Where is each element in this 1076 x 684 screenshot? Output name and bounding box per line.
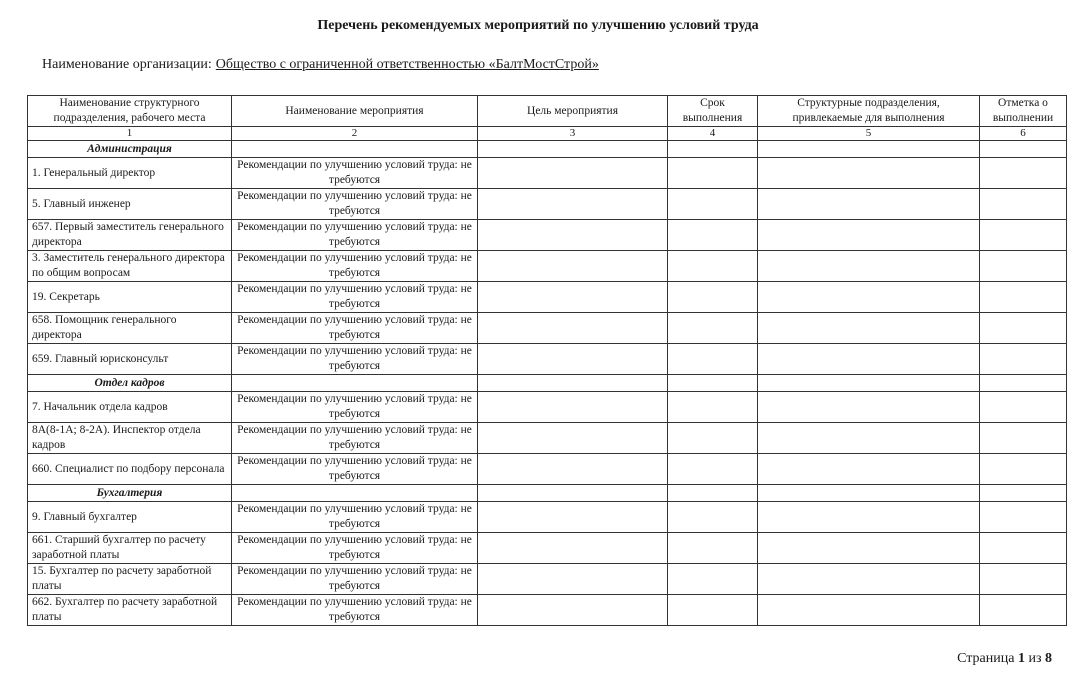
table-row <box>28 251 1067 282</box>
workplace-cell: 660. Специалист по подбору персонала <box>28 454 232 485</box>
workplace-cell: 1. Генеральный директор <box>28 158 232 189</box>
measure-cell: Рекомендации по улучшению условий труда: не требуются <box>232 220 478 251</box>
measure-cell: Рекомендации по улучшению условий труда: не требуются <box>232 454 478 485</box>
table-body <box>28 141 1067 626</box>
table-row <box>28 533 1067 564</box>
measure-cell: Рекомендации по улучшению условий труда: не требуются <box>232 502 478 533</box>
table-row <box>28 313 1067 344</box>
organization-line <box>42 57 613 73</box>
table-row <box>28 595 1067 626</box>
workplace-cell: 7. Начальник отдела кадров <box>28 392 232 423</box>
measure-cell: Рекомендации по улучшению условий труда: не требуются <box>232 392 478 423</box>
measure-cell: Рекомендации по улучшению условий труда: не требуются <box>232 313 478 344</box>
measure-cell: Рекомендации по улучшению условий труда: не требуются <box>232 189 478 220</box>
table-row <box>28 423 1067 454</box>
page-counter-middle: из <box>1028 651 1042 666</box>
page-total: 8 <box>1045 651 1052 666</box>
header-measure: Наименование мероприятия <box>232 96 478 127</box>
table-row <box>28 220 1067 251</box>
workplace-cell: 657. Первый заместитель генерального директора <box>28 220 232 251</box>
page-counter <box>957 651 1052 667</box>
table-row <box>28 158 1067 189</box>
column-number: 6 <box>980 127 1067 141</box>
table-row <box>28 454 1067 485</box>
workplace-cell: 658. Помощник генерального директора <box>28 313 232 344</box>
workplace-cell: 8А(8-1А; 8-2А). Инспектор отдела кадров <box>28 423 232 454</box>
header-deadline: Срок выполнения <box>668 96 758 127</box>
table-row <box>28 189 1067 220</box>
table-row <box>28 502 1067 533</box>
workplace-cell: 659. Главный юрисконсульт <box>28 344 232 375</box>
section-row <box>28 375 1067 392</box>
table-row <box>28 564 1067 595</box>
section-title: Бухгалтерия <box>28 485 232 502</box>
measure-cell: Рекомендации по улучшению условий труда: не требуются <box>232 158 478 189</box>
header-completion-mark: Отметка о выполнении <box>980 96 1067 127</box>
page-title: Перечень рекомендуемых мероприятий по улучшению условий труда <box>317 18 759 33</box>
section-title: Администрация <box>28 141 232 158</box>
column-number: 3 <box>478 127 668 141</box>
header-goal: Цель мероприятия <box>478 96 668 127</box>
organization-label: Наименование организации: <box>42 57 212 72</box>
section-row <box>28 485 1067 502</box>
workplace-cell: 9. Главный бухгалтер <box>28 502 232 533</box>
measure-cell: Рекомендации по улучшению условий труда: не требуются <box>232 564 478 595</box>
column-number: 4 <box>668 127 758 141</box>
workplace-cell: 662. Бухгалтер по расчету заработной платы <box>28 595 232 626</box>
measures-table <box>27 95 1067 626</box>
workplace-cell: 15. Бухгалтер по расчету заработной платы <box>28 564 232 595</box>
column-number: 1 <box>28 127 232 141</box>
measure-cell: Рекомендации по улучшению условий труда: не требуются <box>232 533 478 564</box>
organization-value: Общество с ограниченной ответственностью «БалтМостСтрой» <box>215 57 599 72</box>
workplace-cell: 19. Секретарь <box>28 282 232 313</box>
workplace-cell: 661. Старший бухгалтер по расчету заработной платы <box>28 533 232 564</box>
page-current: 1 <box>1017 651 1025 666</box>
table-row <box>28 392 1067 423</box>
measure-cell: Рекомендации по улучшению условий труда: не требуются <box>232 595 478 626</box>
header-departments: Структурные подразделения, привлекаемые для выполнения <box>758 96 980 127</box>
measure-cell: Рекомендации по улучшению условий труда: не требуются <box>232 423 478 454</box>
workplace-cell: 5. Главный инженер <box>28 189 232 220</box>
header-workplace: Наименование структурного подразделения, рабочего места <box>28 96 232 127</box>
measure-cell: Рекомендации по улучшению условий труда: не требуются <box>232 282 478 313</box>
page-counter-prefix: Страница <box>957 651 1015 666</box>
measure-cell: Рекомендации по улучшению условий труда: не требуются <box>232 251 478 282</box>
section-title: Отдел кадров <box>28 375 232 392</box>
column-number: 2 <box>232 127 478 141</box>
table-row <box>28 344 1067 375</box>
column-number: 5 <box>758 127 980 141</box>
measure-cell: Рекомендации по улучшению условий труда: не требуются <box>232 344 478 375</box>
table-row <box>28 282 1067 313</box>
workplace-cell: 3. Заместитель генерального директора по общим вопросам <box>28 251 232 282</box>
section-row <box>28 141 1067 158</box>
